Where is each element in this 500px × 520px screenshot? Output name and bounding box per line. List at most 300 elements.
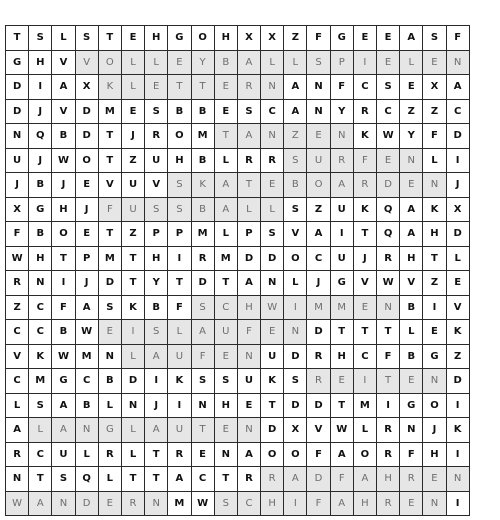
letter-cell[interactable]: T xyxy=(423,246,446,271)
letter-cell[interactable]: R xyxy=(237,148,260,173)
letter-cell[interactable]: X xyxy=(423,75,446,100)
letter-cell[interactable]: M xyxy=(98,99,121,124)
letter-cell[interactable]: O xyxy=(307,173,330,198)
letter-cell[interactable]: R xyxy=(261,467,284,492)
letter-cell[interactable]: J xyxy=(307,271,330,296)
letter-cell[interactable]: V xyxy=(75,50,98,75)
letter-cell[interactable]: A xyxy=(400,26,423,51)
letter-cell[interactable]: S xyxy=(98,295,121,320)
letter-cell[interactable]: A xyxy=(330,491,353,516)
letter-cell[interactable]: F xyxy=(400,442,423,467)
letter-cell[interactable]: S xyxy=(145,320,168,345)
letter-cell[interactable]: T xyxy=(377,369,400,394)
letter-cell[interactable]: W xyxy=(52,148,75,173)
letter-cell[interactable]: F xyxy=(307,26,330,51)
letter-cell[interactable]: O xyxy=(52,222,75,247)
letter-cell[interactable]: E xyxy=(400,75,423,100)
letter-cell[interactable]: A xyxy=(52,418,75,443)
letter-cell[interactable]: E xyxy=(400,491,423,516)
letter-cell[interactable]: N xyxy=(237,344,260,369)
letter-cell[interactable]: D xyxy=(446,222,469,247)
letter-cell[interactable]: B xyxy=(52,124,75,149)
letter-cell[interactable]: N xyxy=(52,491,75,516)
letter-cell[interactable]: K xyxy=(98,75,121,100)
letter-cell[interactable]: Y xyxy=(145,271,168,296)
letter-cell[interactable]: A xyxy=(237,124,260,149)
letter-cell[interactable]: H xyxy=(52,197,75,222)
letter-cell[interactable]: D xyxy=(261,246,284,271)
letter-cell[interactable]: A xyxy=(330,173,353,198)
letter-cell[interactable]: S xyxy=(168,197,191,222)
letter-cell[interactable]: S xyxy=(423,26,446,51)
letter-cell[interactable]: A xyxy=(214,197,237,222)
letter-cell[interactable]: D xyxy=(446,124,469,149)
letter-cell[interactable]: X xyxy=(75,75,98,100)
letter-cell[interactable]: M xyxy=(29,369,52,394)
letter-cell[interactable]: R xyxy=(261,148,284,173)
letter-cell[interactable]: M xyxy=(191,222,214,247)
letter-cell[interactable]: A xyxy=(446,75,469,100)
letter-cell[interactable]: C xyxy=(29,295,52,320)
letter-cell[interactable]: A xyxy=(145,418,168,443)
letter-cell[interactable]: R xyxy=(353,173,376,198)
letter-cell[interactable]: V xyxy=(353,271,376,296)
letter-cell[interactable]: J xyxy=(75,271,98,296)
letter-cell[interactable]: S xyxy=(29,26,52,51)
letter-cell[interactable]: E xyxy=(261,320,284,345)
letter-cell[interactable]: I xyxy=(377,393,400,418)
letter-cell[interactable]: E xyxy=(98,491,121,516)
letter-cell[interactable]: A xyxy=(400,197,423,222)
letter-cell[interactable]: S xyxy=(284,197,307,222)
letter-cell[interactable]: F xyxy=(237,320,260,345)
letter-cell[interactable]: F xyxy=(377,344,400,369)
letter-cell[interactable]: G xyxy=(98,418,121,443)
letter-cell[interactable]: D xyxy=(121,369,144,394)
letter-cell[interactable]: L xyxy=(284,50,307,75)
letter-cell[interactable]: E xyxy=(121,26,144,51)
letter-cell[interactable]: U xyxy=(330,197,353,222)
letter-cell[interactable]: R xyxy=(400,467,423,492)
letter-cell[interactable]: P xyxy=(330,50,353,75)
letter-cell[interactable]: E xyxy=(214,99,237,124)
letter-cell[interactable]: N xyxy=(423,173,446,198)
letter-cell[interactable]: R xyxy=(237,75,260,100)
letter-cell[interactable]: K xyxy=(191,173,214,198)
letter-cell[interactable]: C xyxy=(6,369,29,394)
letter-cell[interactable]: D xyxy=(75,124,98,149)
letter-cell[interactable]: E xyxy=(214,75,237,100)
letter-cell[interactable]: C xyxy=(191,467,214,492)
letter-cell[interactable]: D xyxy=(307,467,330,492)
letter-cell[interactable]: Z xyxy=(121,222,144,247)
letter-cell[interactable]: P xyxy=(237,222,260,247)
letter-cell[interactable]: L xyxy=(400,320,423,345)
letter-cell[interactable]: A xyxy=(145,344,168,369)
letter-cell[interactable]: E xyxy=(400,369,423,394)
letter-cell[interactable]: I xyxy=(145,369,168,394)
letter-cell[interactable]: X xyxy=(261,26,284,51)
letter-cell[interactable]: L xyxy=(98,393,121,418)
letter-cell[interactable]: N xyxy=(330,124,353,149)
letter-cell[interactable]: X xyxy=(446,197,469,222)
letter-cell[interactable]: V xyxy=(400,271,423,296)
letter-cell[interactable]: N xyxy=(423,369,446,394)
letter-cell[interactable]: T xyxy=(52,246,75,271)
letter-cell[interactable]: F xyxy=(98,197,121,222)
letter-cell[interactable]: C xyxy=(261,99,284,124)
letter-cell[interactable]: R xyxy=(377,442,400,467)
letter-cell[interactable]: W xyxy=(377,124,400,149)
letter-cell[interactable]: A xyxy=(29,491,52,516)
letter-cell[interactable]: A xyxy=(6,418,29,443)
letter-cell[interactable]: D xyxy=(75,491,98,516)
letter-cell[interactable]: I xyxy=(423,295,446,320)
letter-cell[interactable]: A xyxy=(214,173,237,198)
letter-cell[interactable]: S xyxy=(377,75,400,100)
letter-cell[interactable]: J xyxy=(353,246,376,271)
letter-cell[interactable]: O xyxy=(353,442,376,467)
letter-cell[interactable]: D xyxy=(307,320,330,345)
letter-cell[interactable]: K xyxy=(423,197,446,222)
letter-cell[interactable]: R xyxy=(6,271,29,296)
letter-cell[interactable]: N xyxy=(446,467,469,492)
letter-cell[interactable]: I xyxy=(284,491,307,516)
letter-cell[interactable]: T xyxy=(6,26,29,51)
letter-cell[interactable]: Y xyxy=(330,99,353,124)
letter-cell[interactable]: E xyxy=(261,173,284,198)
letter-cell[interactable]: H xyxy=(423,442,446,467)
letter-cell[interactable]: L xyxy=(121,344,144,369)
letter-cell[interactable]: T xyxy=(98,222,121,247)
letter-cell[interactable]: T xyxy=(98,148,121,173)
letter-cell[interactable]: C xyxy=(307,246,330,271)
letter-cell[interactable]: L xyxy=(214,148,237,173)
letter-cell[interactable]: U xyxy=(6,148,29,173)
letter-cell[interactable]: R xyxy=(330,148,353,173)
letter-cell[interactable]: N xyxy=(261,75,284,100)
letter-cell[interactable]: Z xyxy=(121,148,144,173)
letter-cell[interactable]: Z xyxy=(400,99,423,124)
letter-cell[interactable]: T xyxy=(191,75,214,100)
letter-cell[interactable]: A xyxy=(52,393,75,418)
letter-cell[interactable]: S xyxy=(214,369,237,394)
letter-cell[interactable]: F xyxy=(330,75,353,100)
letter-cell[interactable]: E xyxy=(400,173,423,198)
letter-cell[interactable]: C xyxy=(29,442,52,467)
letter-cell[interactable]: B xyxy=(29,173,52,198)
letter-cell[interactable]: N xyxy=(446,50,469,75)
letter-cell[interactable]: R xyxy=(377,491,400,516)
letter-cell[interactable]: I xyxy=(168,246,191,271)
letter-cell[interactable]: T xyxy=(330,393,353,418)
letter-cell[interactable]: S xyxy=(284,148,307,173)
letter-cell[interactable]: T xyxy=(98,124,121,149)
letter-cell[interactable]: J xyxy=(446,173,469,198)
letter-cell[interactable]: L xyxy=(237,197,260,222)
letter-cell[interactable]: O xyxy=(284,442,307,467)
letter-cell[interactable]: T xyxy=(168,271,191,296)
letter-cell[interactable]: I xyxy=(168,393,191,418)
letter-cell[interactable]: A xyxy=(284,99,307,124)
letter-cell[interactable]: L xyxy=(121,442,144,467)
letter-cell[interactable]: I xyxy=(446,148,469,173)
letter-cell[interactable]: X xyxy=(237,26,260,51)
letter-cell[interactable]: L xyxy=(121,418,144,443)
letter-cell[interactable]: A xyxy=(237,271,260,296)
letter-cell[interactable]: S xyxy=(75,26,98,51)
letter-cell[interactable]: J xyxy=(6,173,29,198)
letter-cell[interactable]: U xyxy=(121,173,144,198)
letter-cell[interactable]: N xyxy=(98,344,121,369)
letter-cell[interactable]: C xyxy=(6,320,29,345)
letter-cell[interactable]: U xyxy=(168,344,191,369)
letter-cell[interactable]: L xyxy=(98,467,121,492)
letter-cell[interactable]: H xyxy=(330,344,353,369)
letter-cell[interactable]: H xyxy=(29,246,52,271)
letter-cell[interactable]: H xyxy=(261,491,284,516)
letter-cell[interactable]: J xyxy=(121,124,144,149)
letter-cell[interactable]: D xyxy=(75,99,98,124)
letter-cell[interactable]: S xyxy=(261,222,284,247)
letter-cell[interactable]: I xyxy=(353,369,376,394)
letter-cell[interactable]: M xyxy=(191,124,214,149)
letter-cell[interactable]: Y xyxy=(191,50,214,75)
letter-cell[interactable]: L xyxy=(75,442,98,467)
letter-cell[interactable]: I xyxy=(29,75,52,100)
letter-cell[interactable]: I xyxy=(446,491,469,516)
letter-cell[interactable]: A xyxy=(284,467,307,492)
letter-cell[interactable]: W xyxy=(6,246,29,271)
letter-cell[interactable]: T xyxy=(377,320,400,345)
letter-cell[interactable]: S xyxy=(168,173,191,198)
letter-cell[interactable]: Q xyxy=(377,197,400,222)
letter-cell[interactable]: H xyxy=(145,246,168,271)
letter-cell[interactable]: I xyxy=(353,50,376,75)
letter-cell[interactable]: E xyxy=(307,124,330,149)
letter-cell[interactable]: F xyxy=(446,26,469,51)
letter-cell[interactable]: C xyxy=(353,344,376,369)
letter-cell[interactable]: T xyxy=(191,418,214,443)
letter-cell[interactable]: N xyxy=(377,295,400,320)
letter-cell[interactable]: B xyxy=(98,369,121,394)
letter-cell[interactable]: U xyxy=(237,369,260,394)
letter-cell[interactable]: R xyxy=(98,442,121,467)
letter-cell[interactable]: E xyxy=(214,344,237,369)
letter-cell[interactable]: M xyxy=(353,393,376,418)
letter-cell[interactable]: H xyxy=(377,467,400,492)
letter-cell[interactable]: L xyxy=(284,271,307,296)
letter-cell[interactable]: R xyxy=(145,124,168,149)
letter-cell[interactable]: W xyxy=(377,271,400,296)
letter-cell[interactable]: S xyxy=(191,369,214,394)
letter-cell[interactable]: B xyxy=(52,320,75,345)
letter-cell[interactable]: E xyxy=(353,26,376,51)
letter-cell[interactable]: B xyxy=(191,197,214,222)
letter-cell[interactable]: L xyxy=(121,50,144,75)
letter-cell[interactable]: Y xyxy=(400,124,423,149)
letter-cell[interactable]: T xyxy=(168,75,191,100)
letter-cell[interactable]: A xyxy=(237,50,260,75)
letter-cell[interactable]: H xyxy=(400,246,423,271)
letter-cell[interactable]: E xyxy=(121,99,144,124)
letter-cell[interactable]: Z xyxy=(284,124,307,149)
letter-cell[interactable]: M xyxy=(168,491,191,516)
letter-cell[interactable]: U xyxy=(330,246,353,271)
letter-cell[interactable]: H xyxy=(214,26,237,51)
letter-cell[interactable]: A xyxy=(75,295,98,320)
letter-cell[interactable]: L xyxy=(261,50,284,75)
letter-cell[interactable]: E xyxy=(237,393,260,418)
letter-cell[interactable]: H xyxy=(353,491,376,516)
letter-cell[interactable]: H xyxy=(145,26,168,51)
letter-cell[interactable]: F xyxy=(6,222,29,247)
letter-cell[interactable]: N xyxy=(191,393,214,418)
letter-cell[interactable]: N xyxy=(6,467,29,492)
letter-cell[interactable]: T xyxy=(330,320,353,345)
letter-cell[interactable]: E xyxy=(214,418,237,443)
letter-cell[interactable]: G xyxy=(6,50,29,75)
letter-cell[interactable]: M xyxy=(330,295,353,320)
letter-cell[interactable]: D xyxy=(307,393,330,418)
letter-cell[interactable]: E xyxy=(330,369,353,394)
letter-cell[interactable]: U xyxy=(52,442,75,467)
letter-cell[interactable]: B xyxy=(168,99,191,124)
letter-cell[interactable]: A xyxy=(191,320,214,345)
letter-cell[interactable]: G xyxy=(330,271,353,296)
letter-cell[interactable]: W xyxy=(75,320,98,345)
letter-cell[interactable]: V xyxy=(284,222,307,247)
letter-cell[interactable]: N xyxy=(75,418,98,443)
letter-cell[interactable]: R xyxy=(6,442,29,467)
letter-cell[interactable]: N xyxy=(261,124,284,149)
letter-cell[interactable]: E xyxy=(75,173,98,198)
letter-cell[interactable]: Z xyxy=(423,99,446,124)
letter-cell[interactable]: X xyxy=(284,418,307,443)
letter-cell[interactable]: U xyxy=(261,344,284,369)
letter-cell[interactable]: I xyxy=(121,320,144,345)
letter-cell[interactable]: Q xyxy=(29,124,52,149)
letter-cell[interactable]: D xyxy=(98,271,121,296)
letter-cell[interactable]: T xyxy=(121,467,144,492)
letter-cell[interactable]: O xyxy=(168,124,191,149)
letter-cell[interactable]: Z xyxy=(446,344,469,369)
letter-cell[interactable]: J xyxy=(145,393,168,418)
letter-cell[interactable]: R xyxy=(191,246,214,271)
letter-cell[interactable]: A xyxy=(237,442,260,467)
letter-cell[interactable]: U xyxy=(121,197,144,222)
letter-cell[interactable]: J xyxy=(52,173,75,198)
letter-cell[interactable]: O xyxy=(284,246,307,271)
letter-cell[interactable]: L xyxy=(29,418,52,443)
letter-cell[interactable]: K xyxy=(353,197,376,222)
letter-cell[interactable]: E xyxy=(98,320,121,345)
letter-cell[interactable]: O xyxy=(75,148,98,173)
letter-cell[interactable]: N xyxy=(307,75,330,100)
letter-cell[interactable]: C xyxy=(75,369,98,394)
letter-cell[interactable]: K xyxy=(121,295,144,320)
letter-cell[interactable]: T xyxy=(261,393,284,418)
letter-cell[interactable]: V xyxy=(52,50,75,75)
letter-cell[interactable]: A xyxy=(284,75,307,100)
letter-cell[interactable]: G xyxy=(168,26,191,51)
letter-cell[interactable]: V xyxy=(98,173,121,198)
letter-cell[interactable]: D xyxy=(237,246,260,271)
letter-cell[interactable]: S xyxy=(145,197,168,222)
letter-cell[interactable]: Z xyxy=(307,197,330,222)
letter-cell[interactable]: V xyxy=(446,295,469,320)
letter-cell[interactable]: E xyxy=(423,50,446,75)
letter-cell[interactable]: R xyxy=(237,467,260,492)
letter-cell[interactable]: N xyxy=(261,271,284,296)
letter-cell[interactable]: D xyxy=(377,173,400,198)
letter-cell[interactable]: D xyxy=(6,99,29,124)
letter-cell[interactable]: E xyxy=(423,320,446,345)
letter-cell[interactable]: N xyxy=(307,99,330,124)
letter-cell[interactable]: I xyxy=(446,442,469,467)
letter-cell[interactable]: S xyxy=(145,99,168,124)
letter-cell[interactable]: T xyxy=(214,124,237,149)
letter-cell[interactable]: K xyxy=(29,344,52,369)
letter-cell[interactable]: L xyxy=(400,50,423,75)
letter-cell[interactable]: R xyxy=(307,344,330,369)
letter-cell[interactable]: M xyxy=(75,344,98,369)
letter-cell[interactable]: X xyxy=(6,197,29,222)
letter-cell[interactable]: Z xyxy=(423,271,446,296)
letter-cell[interactable]: L xyxy=(423,148,446,173)
letter-cell[interactable]: C xyxy=(29,320,52,345)
letter-cell[interactable]: B xyxy=(29,222,52,247)
letter-cell[interactable]: G xyxy=(29,197,52,222)
letter-cell[interactable]: Q xyxy=(377,222,400,247)
letter-cell[interactable]: W xyxy=(6,491,29,516)
letter-cell[interactable]: H xyxy=(168,148,191,173)
letter-cell[interactable]: E xyxy=(377,50,400,75)
letter-cell[interactable]: I xyxy=(284,295,307,320)
letter-cell[interactable]: U xyxy=(214,320,237,345)
letter-cell[interactable]: M xyxy=(98,246,121,271)
letter-cell[interactable]: F xyxy=(307,491,330,516)
letter-cell[interactable]: D xyxy=(284,393,307,418)
letter-cell[interactable]: T xyxy=(145,467,168,492)
letter-cell[interactable]: F xyxy=(330,467,353,492)
letter-cell[interactable]: R xyxy=(377,418,400,443)
letter-cell[interactable]: S xyxy=(191,295,214,320)
letter-cell[interactable]: B xyxy=(400,344,423,369)
letter-cell[interactable]: E xyxy=(145,75,168,100)
letter-cell[interactable]: E xyxy=(446,271,469,296)
letter-cell[interactable]: R xyxy=(307,369,330,394)
letter-cell[interactable]: N xyxy=(400,418,423,443)
letter-cell[interactable]: F xyxy=(52,295,75,320)
letter-cell[interactable]: O xyxy=(98,50,121,75)
letter-cell[interactable]: E xyxy=(353,295,376,320)
letter-cell[interactable]: S xyxy=(52,467,75,492)
letter-cell[interactable]: T xyxy=(121,271,144,296)
letter-cell[interactable]: C xyxy=(377,99,400,124)
letter-cell[interactable]: N xyxy=(29,271,52,296)
letter-cell[interactable]: H xyxy=(423,222,446,247)
letter-cell[interactable]: V xyxy=(52,99,75,124)
letter-cell[interactable]: T xyxy=(214,467,237,492)
letter-cell[interactable]: E xyxy=(377,148,400,173)
letter-cell[interactable]: L xyxy=(261,197,284,222)
letter-cell[interactable]: K xyxy=(168,369,191,394)
letter-cell[interactable]: T xyxy=(353,320,376,345)
letter-cell[interactable]: N xyxy=(214,442,237,467)
letter-cell[interactable]: V xyxy=(6,344,29,369)
letter-cell[interactable]: G xyxy=(52,369,75,394)
